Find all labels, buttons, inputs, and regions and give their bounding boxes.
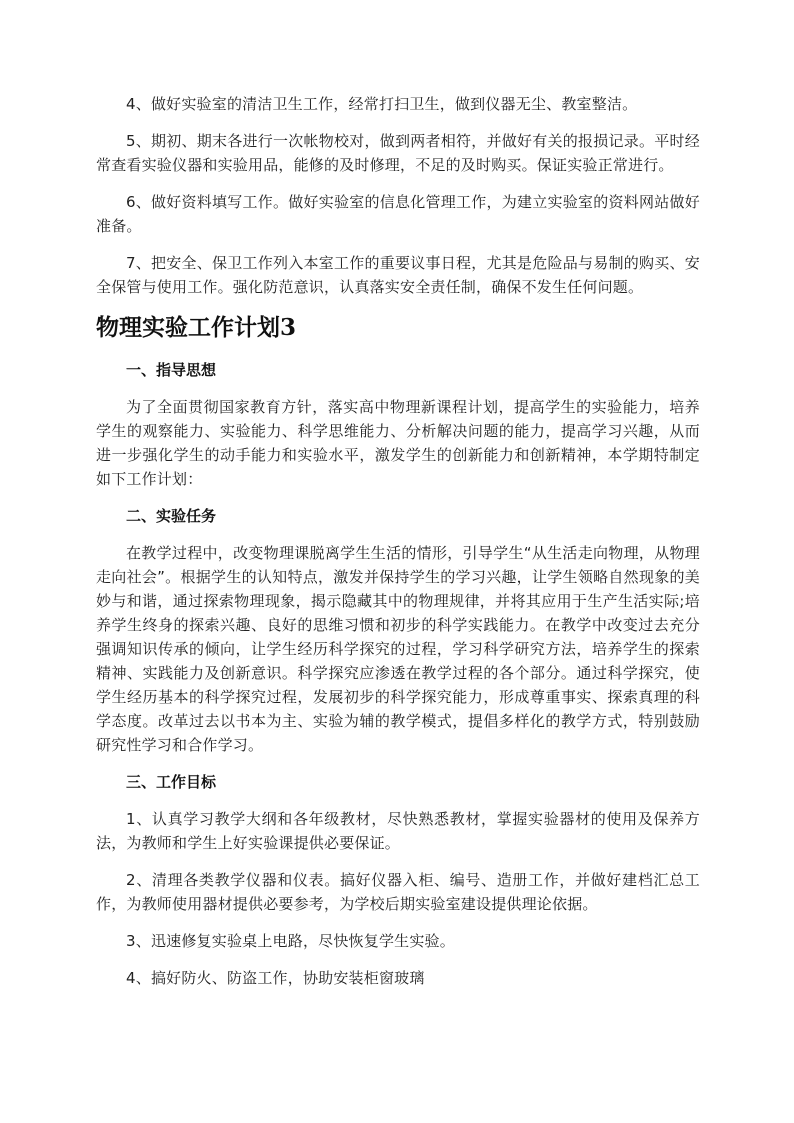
document-page xyxy=(96,92,700,1003)
work-goal-item-2: 2、清理各类教学仪器和仪表。搞好仪器入柜、编号、造册工作，并做好建档汇总工作，为教师使用器材提供必要参考，为学校后期实验室建设提供理论依据。 xyxy=(96,871,700,913)
paragraph-item-6: 6、做好资料填写工作。做好实验室的信息化管理工作，为建立实验室的资料网站做好准备。 xyxy=(96,193,700,235)
section-heading-work-goals: 三、工作目标 xyxy=(126,773,217,791)
section-heading-experiment-tasks: 二、实验任务 xyxy=(126,507,217,525)
guiding-ideology-paragraph: 为了全面贯彻国家教育方针，落实高中物理新课程计划，提高学生的实验能力，培养学生的观察能力、实验能力、科学思维能力、分析解决问题的能力，提高学习兴趣，从而进一步强化学生的动手能力和实验水平，激发学生的创新能力和创新精神，本学期特制定如下工作计划： xyxy=(96,398,700,488)
section-heading-guiding-ideology: 一、指导思想 xyxy=(126,361,217,379)
paragraph-item-5: 5、期初、期末各进行一次帐物校对，做到两者相符，并做好有关的报损记录。平时经常查看实验仪器和实验用品，能修的及时修理，不足的及时购买。保证实验正常进行。 xyxy=(96,132,700,174)
document-title: 物理实验工作计划3 xyxy=(96,314,297,341)
work-goal-item-1: 1、认真学习教学大纲和各年级教材，尽快熟悉教材，掌握实验器材的使用及保养方法，为教师和学生上好实验课提供必要保证。 xyxy=(96,810,700,852)
paragraph-item-4: 4、做好实验室的清洁卫生工作，经常打扫卫生，做到仪器无尘、教室整洁。 xyxy=(126,95,638,113)
paragraph-item-7: 7、把安全、保卫工作列入本室工作的重要议事日程，尤其是危险品与易制的购买、安全保管与使用工作。强化防范意识，认真落实安全责任制，确保不发生任何问题。 xyxy=(96,254,700,296)
work-goal-item-4: 4、搞好防火、防盗工作，协助安装柜窗玻璃 xyxy=(126,969,425,987)
experiment-tasks-paragraph: 在教学过程中，改变物理课脱离学生生活的情形，引导学生“从生活走向物理，从物理走向社会”。根据学生的认知特点，激发并保持学生的学习兴趣，让学生领略自然现象的美妙与和谐，通过探索物理现象，揭示隐藏其中的物理规律，并将其应用于生产生活实际;培养学生终身的探索兴趣、良好的思维习惯和初步的科学实践能力。在教学中改变过去充分强调知识传承的倾向，让学生经历科学探究的过程，学习科学研究方法，培养学生的探索精神、实践能力及创新意识。科学探究应渗透在教学过程的各个部分。通过科学探究，使学生经历基本的科学探究过程，发展初步的科学探究能力，形成尊重事实、探索真理的科学态度。改革过去以书本为主、实验为辅的教学模式，提倡多样化的教学方式，特别鼓励研究性学习和合作学习。 xyxy=(96,544,700,754)
work-goal-item-3: 3、迅速修复实验桌上电路，尽快恢复学生实验。 xyxy=(126,932,455,950)
